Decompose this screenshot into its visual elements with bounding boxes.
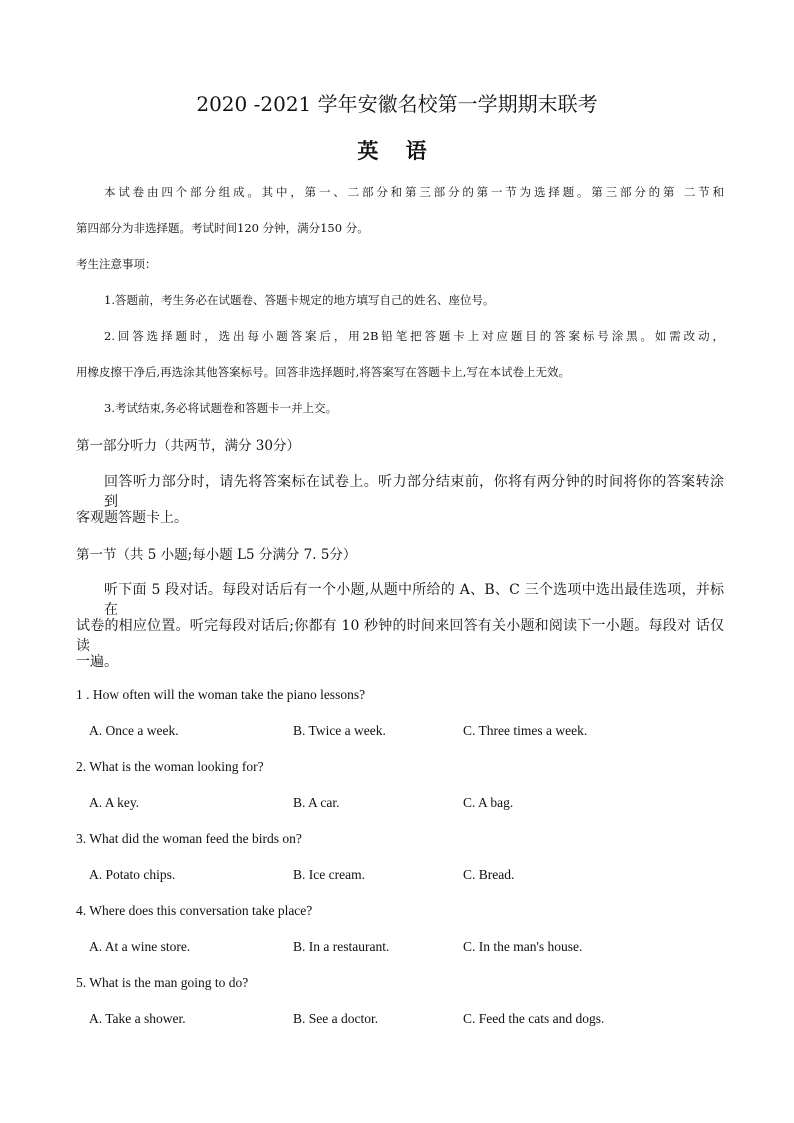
question-4: 4. Where does this conversation take place? xyxy=(76,903,313,918)
notes-heading: 考生注意事项： xyxy=(76,257,157,271)
section1-heading: 第一节（共 5 小题;每小题 L5 分满分 7. 5分） xyxy=(76,547,357,563)
intro-line-1: 本试卷由四个部分组成。其中，第一、二部分和第三部分的第一节为选择题。第三部分的第 二节和 xyxy=(104,185,724,199)
question-3-option-a: A. Potato chips. xyxy=(89,867,176,882)
question-3-option-c: C. Bread. xyxy=(463,867,515,882)
question-1-option-b: B. Twice a week. xyxy=(293,723,386,738)
question-5-option-c: C. Feed the cats and dogs. xyxy=(463,1011,605,1026)
part1-instruction-line-2: 客观题答题卡上。 xyxy=(76,510,188,526)
question-2-option-b: B. A car. xyxy=(293,795,340,810)
notes-item-2-line-2: 用橡皮擦干净后,再选涂其他答案标号。回答非选择题时,将答案写在答题卡上,写在本试卷上无效。 xyxy=(76,365,570,379)
question-2: 2. What is the woman looking for? xyxy=(76,759,264,774)
question-5: 5. What is the man going to do? xyxy=(76,975,249,990)
subject-title: 英 语 xyxy=(357,138,437,163)
question-5-option-b: B. See a doctor. xyxy=(293,1011,379,1026)
question-4-option-a: A. At a wine store. xyxy=(89,939,191,954)
part1-heading: 第一部分听力（共两节，满分 30分） xyxy=(76,438,300,454)
question-3-option-b: B. Ice cream. xyxy=(293,867,365,882)
notes-item-3: 3.考试结束,务必将试题卷和答题卡一并上交。 xyxy=(104,401,338,415)
intro-line-2: 第四部分为非选择题。考试时间120 分钟，满分150 分。 xyxy=(76,221,369,235)
question-2-option-a: A. A key. xyxy=(89,795,140,810)
question-2-option-c: C. A bag. xyxy=(463,795,514,810)
section1-instruction-line-2: 试卷的相应位置。听完每段对话后;你都有 10 秒钟的时间来回答有关小题和阅读下一小题。每段对 话仅读 xyxy=(76,618,724,654)
question-1-option-a: A. Once a week. xyxy=(89,723,179,738)
question-3: 3. What did the woman feed the birds on? xyxy=(76,831,302,846)
part1-instruction-line-1: 回答听力部分时，请先将答案标在试卷上。听力部分结束前，你将有两分钟的时间将你的答案转涂 到 xyxy=(104,474,724,510)
question-4-option-b: B. In a restaurant. xyxy=(293,939,390,954)
section1-instruction-line-1: 听下面 5 段对话。每段对话后有一个小题,从题中所给的 A、B、C 三个选项中选出最佳选项，并标 在 xyxy=(104,582,724,618)
notes-item-2-line-1: 2.回答选择题时，选出每小题答案后，用2B铅笔把答题卡上对应题目的答案标号涂黑。如需改动， xyxy=(104,329,724,343)
question-1-option-c: C. Three times a week. xyxy=(463,723,588,738)
question-4-option-c: C. In the man's house. xyxy=(463,939,583,954)
question-1: 1 . How often will the woman take the piano lessons? xyxy=(76,687,366,702)
section1-instruction-line-3: 一遍。 xyxy=(76,654,118,670)
question-5-option-a: A. Take a shower. xyxy=(89,1011,186,1026)
notes-item-1: 1.答题前，考生务必在试题卷、答题卡规定的地方填写自己的姓名、座位号。 xyxy=(104,293,495,307)
exam-title: 2020 -2021 学年安徽名校第一学期期末联考 xyxy=(196,92,598,116)
